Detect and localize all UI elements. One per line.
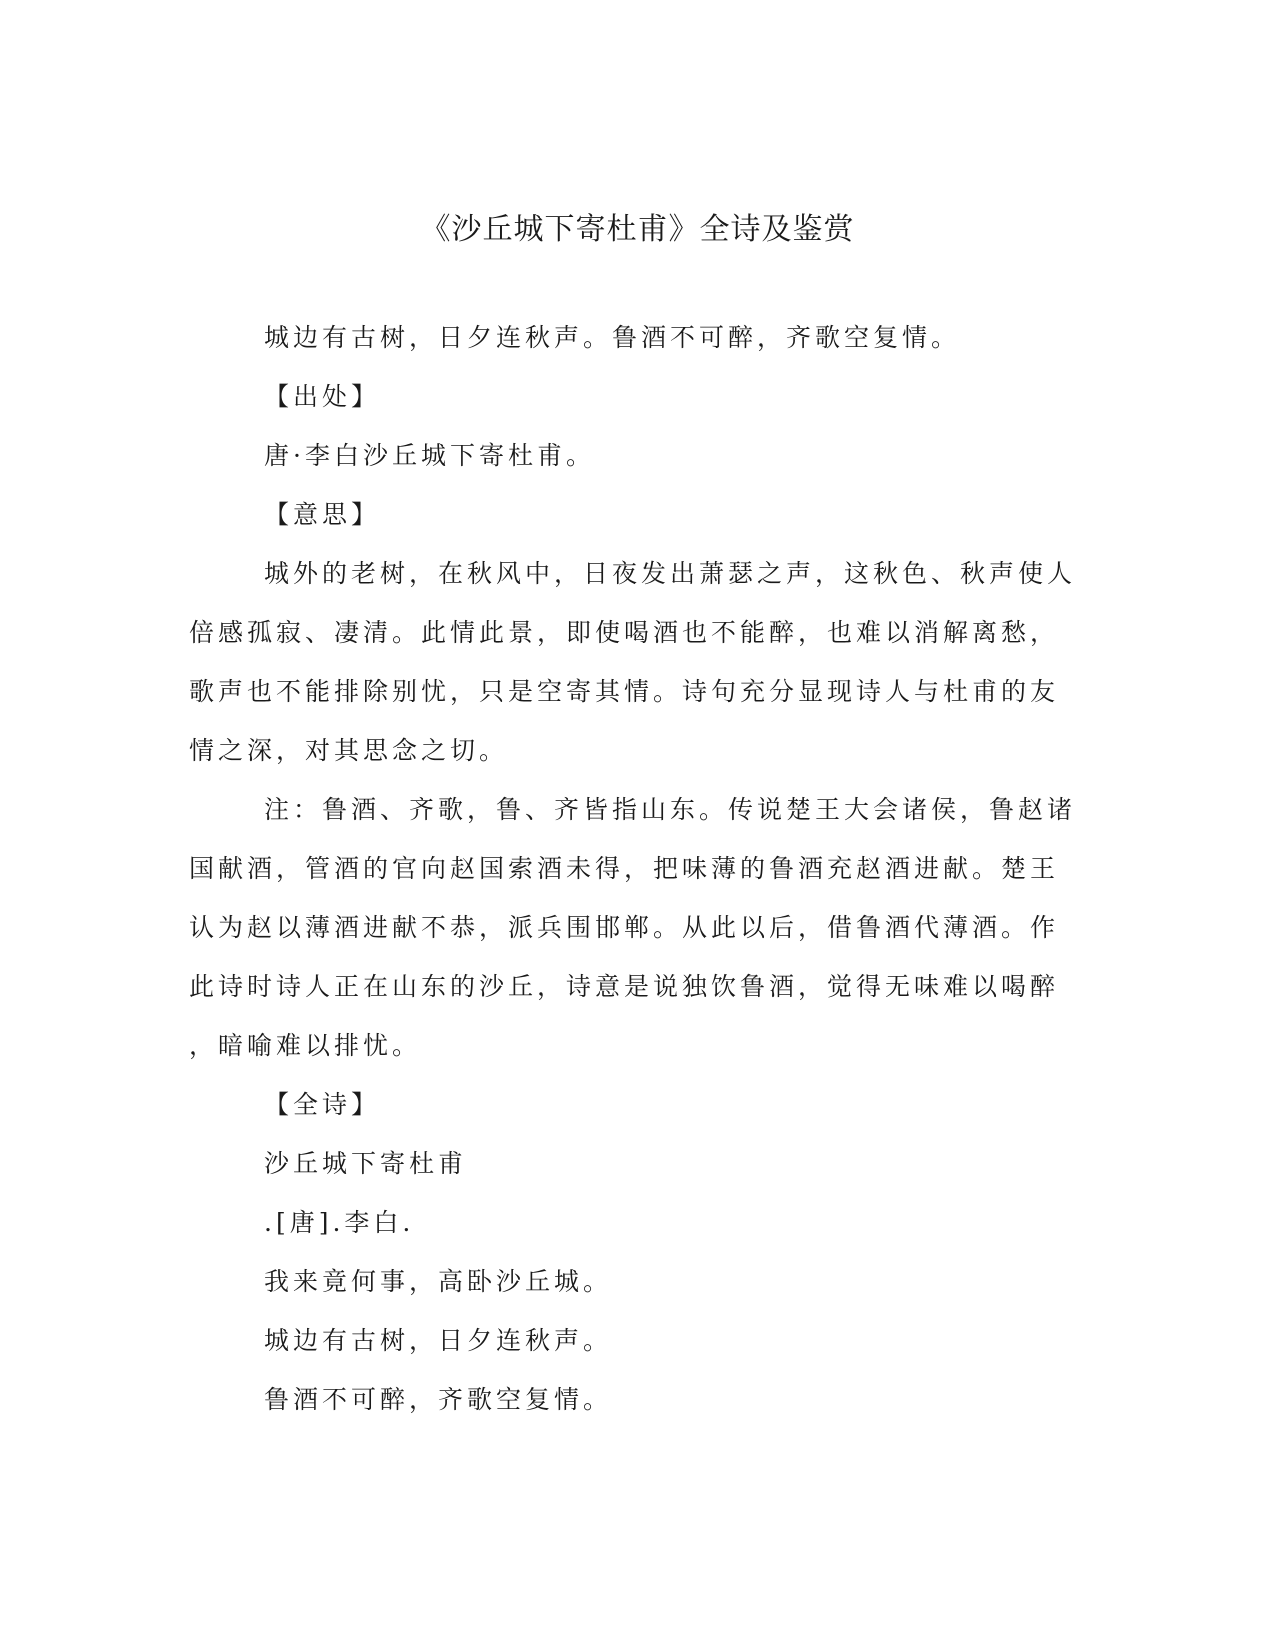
poem-line-2: 城边有古树，日夕连秋声。 <box>264 1326 613 1355</box>
poem-line-1: 我来竟何事，高卧沙丘城。 <box>264 1267 613 1296</box>
heading-full-poem: 【全诗】 <box>264 1090 381 1119</box>
note-line-4: 此诗时诗人正在山东的沙丘，诗意是说独饮鲁酒，觉得无味难以喝醉 <box>189 972 1060 1001</box>
meaning-line-2: 倍感孤寂、凄清。此情此景，即使喝酒也不能醉，也难以消解离愁， <box>189 618 1060 647</box>
note-line-2: 国献酒，管酒的官向赵国索酒未得，把味薄的鲁酒充赵酒进献。楚王 <box>189 854 1060 883</box>
heading-meaning: 【意思】 <box>264 500 381 529</box>
poem-title: 沙丘城下寄杜甫 <box>264 1149 468 1178</box>
opening-couplet: 城边有古树，日夕连秋声。鲁酒不可醉，齐歌空复情。 <box>264 323 961 352</box>
meaning-line-1: 城外的老树，在秋风中，日夜发出萧瑟之声，这秋色、秋声使人 <box>264 559 1077 588</box>
poem-line-3: 鲁酒不可醉，齐歌空复情。 <box>264 1385 613 1414</box>
note-line-5: ，暗喻难以排忧。 <box>189 1031 422 1060</box>
heading-source: 【出处】 <box>264 382 381 411</box>
source-text: 唐·李白沙丘城下寄杜甫。 <box>264 441 595 470</box>
document-title: 《沙丘城下寄杜甫》全诗及鉴赏 <box>420 212 855 247</box>
meaning-line-3: 歌声也不能排除别忧，只是空寄其情。诗句充分显现诗人与杜甫的友 <box>189 677 1060 706</box>
note-line-3: 认为赵以薄酒进献不恭，派兵围邯郸。从此以后，借鲁酒代薄酒。作 <box>189 913 1060 942</box>
note-line-1: 注：鲁酒、齐歌，鲁、齐皆指山东。传说楚王大会诸侯，鲁赵诸 <box>264 795 1077 824</box>
meaning-line-4: 情之深，对其思念之切。 <box>189 736 509 765</box>
poem-author: .[唐].李白. <box>264 1208 415 1237</box>
